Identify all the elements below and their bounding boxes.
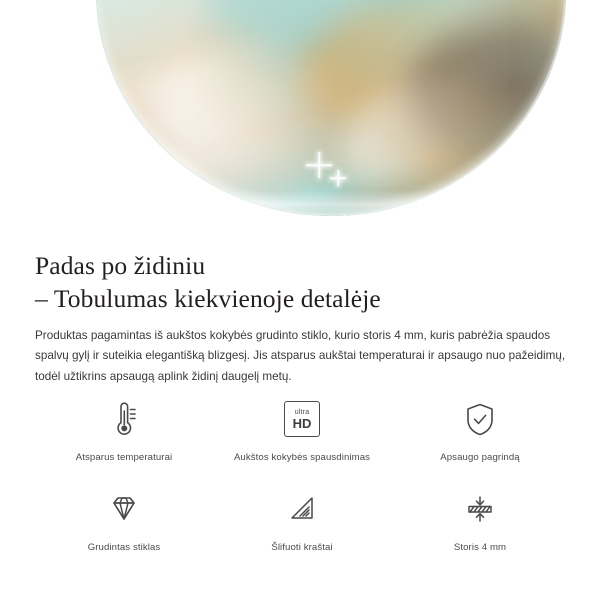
hd-text: HD (292, 415, 312, 431)
feature-label: Grudintas stiklas (87, 542, 161, 553)
feature-label: Šlifuoti kraštai (271, 542, 333, 553)
feature-item-thickness (391, 486, 569, 558)
hero-image (0, 0, 600, 222)
product-description-text: Produktas pagamintas iš aukštos kokybės grudinto stiklo, kurio storis 4 mm, kuris pabrėžia spaudos spalvų gylį ir suteikia elegantišką blizgesį. Jis atsparus aukštai temperaturai ir apsaugo nuo pažeidimų, todėl užtikrins apsaugą aplink židinį daugelį metų. (35, 328, 566, 383)
diamond-icon (102, 486, 146, 532)
feature-label: Aukštos kokybės spausdinimas (233, 452, 371, 463)
glass-rim (96, 0, 566, 216)
feature-label: Atsparus temperaturai (75, 452, 173, 463)
ultra-text: ultra (294, 408, 310, 416)
thermometer-icon (102, 396, 146, 442)
shield-check-icon (458, 396, 502, 442)
headline-line-2: – Tobulumas kiekvienoje detalėje (35, 284, 381, 314)
page-title (35, 249, 575, 315)
feature-item-surface-protection (391, 396, 569, 468)
feature-item-temperature (35, 396, 213, 468)
feature-item-polished-edges (213, 486, 391, 558)
feature-label: Apsaugo pagrindą (440, 452, 520, 463)
thickness-icon (458, 486, 502, 532)
feature-grid (35, 396, 569, 558)
feature-item-tempered-glass (35, 486, 213, 558)
hero-left-margin (0, 0, 92, 222)
marble-glass-plate (96, 0, 566, 216)
feature-label: Storis 4 mm (453, 542, 507, 553)
feature-item-print-quality (213, 396, 391, 468)
ultra-hd-icon (284, 396, 320, 442)
polished-edges-icon (280, 486, 324, 532)
headline-line-1: Padas po židiniu (35, 251, 206, 281)
